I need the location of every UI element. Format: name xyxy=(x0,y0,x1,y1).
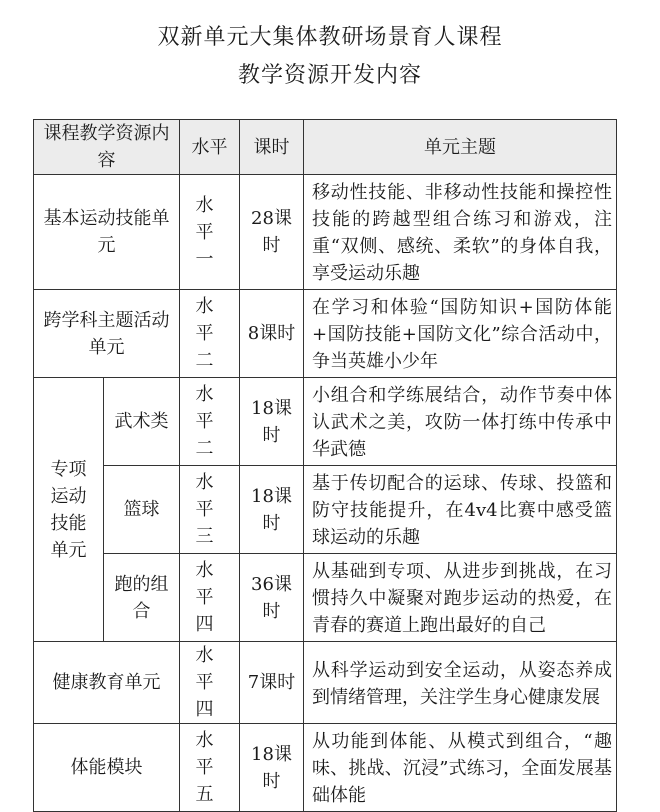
cell-hours: 18课时 xyxy=(240,378,304,466)
cell-content: 跨学科主题活动单元 xyxy=(34,290,180,378)
table-row xyxy=(34,466,617,554)
cell-hours: 28课时 xyxy=(240,175,304,290)
table-row xyxy=(34,642,617,724)
cell-content: 体能模块 xyxy=(34,724,180,812)
cell-content: 跑的组合 xyxy=(104,554,180,642)
header-content: 课程教学资源内容 xyxy=(34,120,180,175)
cell-content: 基本运动技能单元 xyxy=(34,175,180,290)
curriculum-table xyxy=(33,119,617,812)
cell-level: 水平一 xyxy=(180,175,240,290)
header-hours: 课时 xyxy=(240,120,304,175)
header-theme: 单元主题 xyxy=(304,120,617,175)
cell-group: 专项运动技能单元 xyxy=(34,378,104,642)
cell-level: 水平四 xyxy=(180,642,240,724)
cell-hours: 36课时 xyxy=(240,554,304,642)
cell-theme: 基于传切配合的运球、传球、投篮和防守技能提升，在4v4比赛中感受篮球运动的乐趣 xyxy=(304,466,617,554)
table-row xyxy=(34,290,617,378)
cell-level: 水平二 xyxy=(180,290,240,378)
header-level: 水平 xyxy=(180,120,240,175)
table-header-row xyxy=(34,120,617,175)
cell-theme: 从基础到专项、从进步到挑战，在习惯持久中凝聚对跑步运动的热爱，在青春的赛道上跑出最好的自己 xyxy=(304,554,617,642)
cell-hours: 18课时 xyxy=(240,724,304,812)
cell-hours: 7课时 xyxy=(240,642,304,724)
cell-level: 水平三 xyxy=(180,466,240,554)
cell-content: 武术类 xyxy=(104,378,180,466)
cell-theme: 在学习和体验“国防知识+国防体能+国防技能+国防文化”综合活动中，争当英雄小少年 xyxy=(304,290,617,378)
cell-theme: 移动性技能、非移动性技能和操控性技能的跨越型组合练习和游戏，注重“双侧、感统、柔软”的身体自我，享受运动乐趣 xyxy=(304,175,617,290)
cell-level: 水平四 xyxy=(180,554,240,642)
cell-theme: 小组合和学练展结合，动作节奏中体认武术之美，攻防一体打练中传承中华武德 xyxy=(304,378,617,466)
cell-theme: 从科学运动到安全运动，从姿态养成到情绪管理，关注学生身心健康发展 xyxy=(304,642,617,724)
cell-content: 健康教育单元 xyxy=(34,642,180,724)
cell-hours: 18课时 xyxy=(240,466,304,554)
cell-content: 篮球 xyxy=(104,466,180,554)
cell-level: 水平二 xyxy=(180,378,240,466)
cell-level: 水平五 xyxy=(180,724,240,812)
table-row xyxy=(34,554,617,642)
table-row xyxy=(34,724,617,812)
cell-theme: 从功能到体能、从模式到组合，“趣味、挑战、沉浸”式练习，全面发展基础体能 xyxy=(304,724,617,812)
document-subtitle: 教学资源开发内容 xyxy=(237,63,422,88)
table-row xyxy=(34,378,617,466)
cell-hours: 8课时 xyxy=(240,290,304,378)
table-row xyxy=(34,175,617,290)
document-title: 双新单元大集体教研场景育人课程 xyxy=(157,25,503,50)
